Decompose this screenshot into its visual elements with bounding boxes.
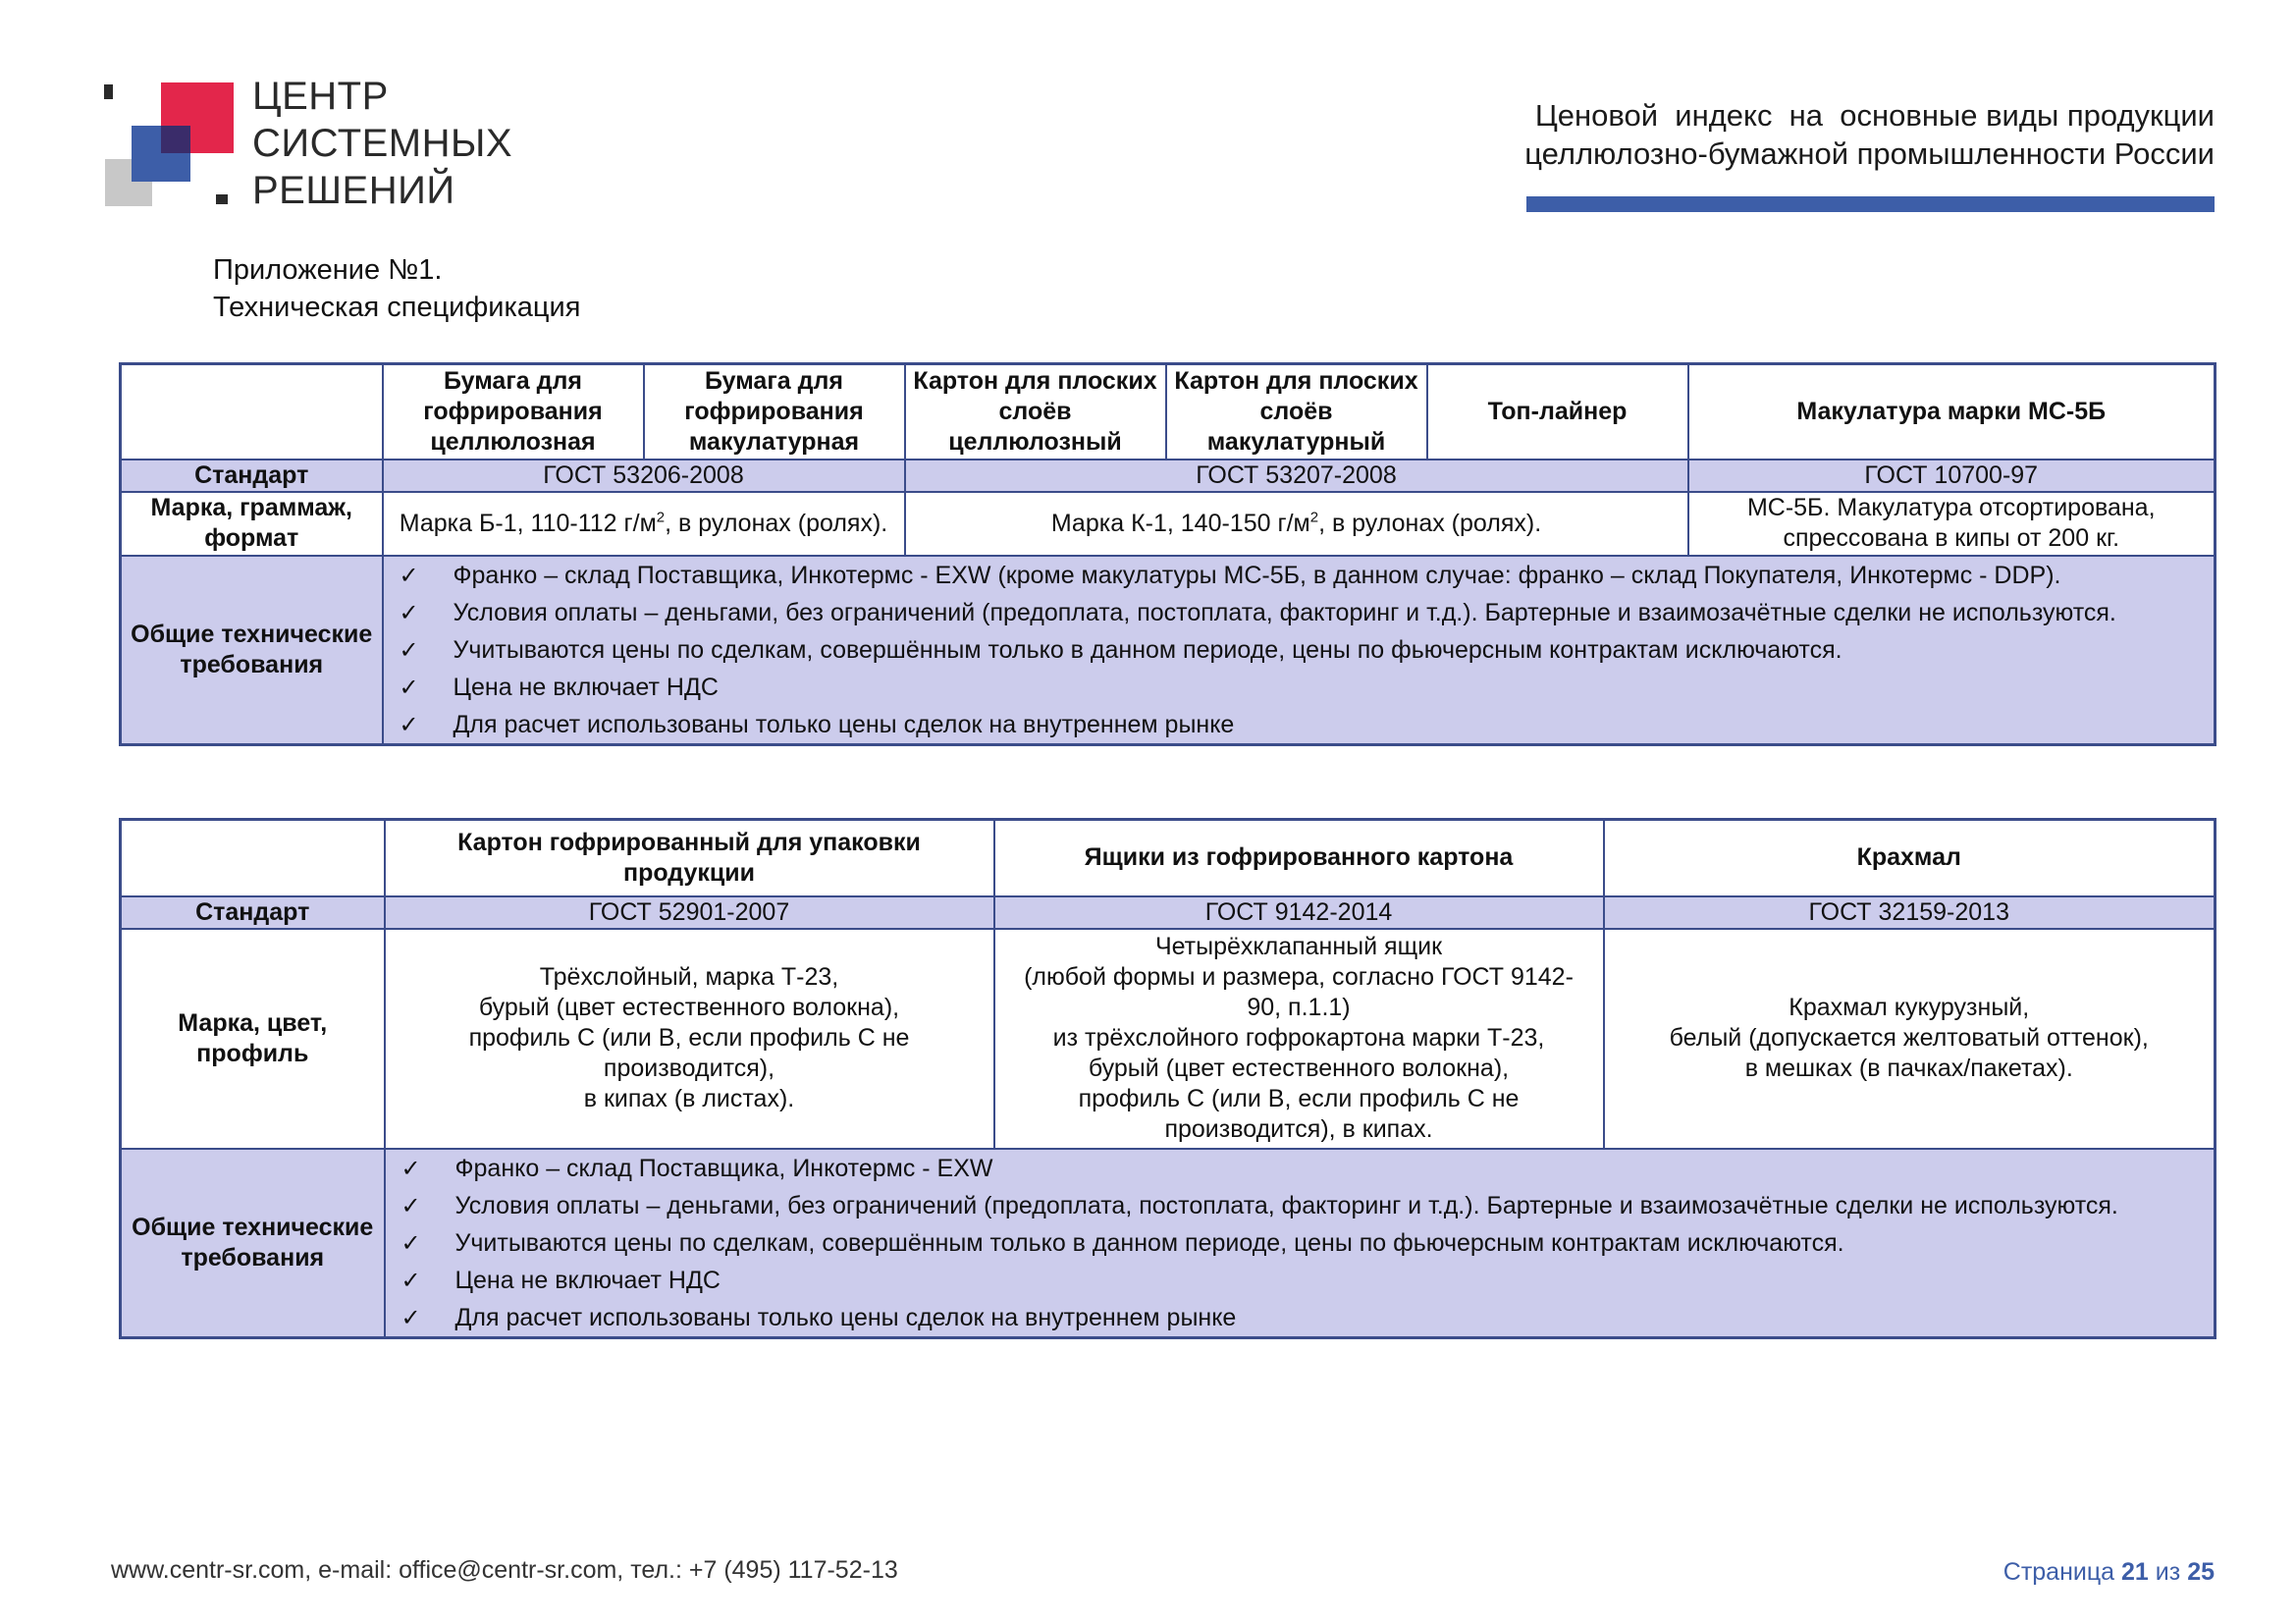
grade-line: бурый (цвет естественного волокна), [1088,1055,1510,1082]
table2-grade-cell [1604,929,2216,1149]
table1-standard-cell: ГОСТ 53207-2008 [905,460,1688,492]
page-current: 21 [2121,1558,2149,1586]
grade-line: профиль С (или В, если профиль С не производится), в кипах. [1078,1085,1520,1143]
checkmark-icon: ✓ [399,673,419,701]
appendix-subtitle: Техническая спецификация [213,292,581,323]
table1-grade-cell: Марка К-1, 140-150 $г/м^2$, в рулонах (ролях). [905,492,1688,556]
table2-standard-cell: ГОСТ 32159-2013 [1604,896,2216,929]
checkmark-icon: ✓ [399,598,419,626]
list-item: ✓ Для расчет использованы только цены сделок на внутреннем рынке [401,1299,2209,1336]
table1-header-cell: Картон для плоских слоёв макулатурный [1166,364,1427,460]
table1-standard-cell: ГОСТ 53206-2008 [383,460,905,492]
list-item: ✓ Франко – склад Поставщика, Инкотермс - EXW [401,1150,2209,1187]
checkmark-icon: ✓ [400,1228,421,1257]
list-item: ✓ Для расчет использованы только цены сделок на внутреннем рынке [400,706,2209,743]
table1-general-label: Общие технические требования [121,556,383,745]
appendix-number: Приложение №1. [213,254,443,286]
grade-line: белый (допускается желтоватый оттенок), [1669,1024,2149,1052]
table1-header-row [121,364,2216,460]
footer-page-number [2003,1558,2215,1587]
table1-header-cell: Макулатура марки МС-5Б [1688,364,2216,460]
table2-general-list [392,1150,2209,1336]
header-title-line-2: целлюлозно-бумажной промышленности России [1524,136,2215,171]
checkmark-icon: ✓ [400,1303,421,1331]
logo-overlap-square [161,126,190,153]
table2-header-cell: Картон гофрированный для упаковки продукции [385,820,994,896]
grade-line: бурый (цвет естественного волокна), [478,994,900,1021]
table2-standard-row [121,896,2216,929]
list-item: ✓ Цена не включает НДС [401,1262,2209,1299]
grade-line: Крахмал кукурузный, [1789,994,2030,1021]
table2-grade-cell [994,929,1604,1149]
logo-line-3: РЕШЕНИЙ [252,169,455,212]
header-title-line-1: Ценовой индекс на основные виды продукции [1534,98,2215,133]
header-accent-bar [1526,196,2215,212]
table1-general-list [390,557,2209,743]
table2-general-row [121,1149,2216,1338]
logo-wordmark [252,73,547,214]
table1-general-cell [383,556,2216,745]
table2-header-cell: Крахмал [1604,820,2216,896]
table2-header-cell: Ящики из гофрированного картона [994,820,1604,896]
grade-line: Трёхслойный, марка Т-23, [539,963,839,991]
table2-standard-cell: ГОСТ 52901-2007 [385,896,994,929]
list-item: ✓ Условия оплаты – деньгами, без ограничений (предоплата, постоплата, факторинг и т.д.). Бартерные и взаимозачётные сделки не используются. [400,594,2209,631]
document-header-title [1468,96,2215,173]
checkmark-icon: ✓ [400,1266,421,1294]
checkmark-icon: ✓ [399,561,419,589]
grade-line: из трёхслойного гофрокартона марки Т-23, [1052,1024,1545,1052]
list-item: ✓ Франко – склад Поставщика, Инкотермс - EXW (кроме макулатуры МС-5Б, в данном случае: франко – склад Покупателя, Инкотермс - DDP). [400,557,2209,594]
table1-grade-label: Марка, граммаж, формат [121,492,383,556]
page-of-word: из [2155,1558,2181,1586]
grade-line: в кипах (в листах). [583,1085,795,1112]
page-total: 25 [2187,1558,2215,1586]
logo-corner-mark-top [104,84,113,99]
list-item: ✓ Учитываются цены по сделкам, совершённым только в данном периоде, цены по фьючерсным контрактам исключаются. [401,1224,2209,1262]
footer-contact-info: www.centr-sr.com, e-mail: office@centr-sr.com, тел.: +7 (495) 117-52-13 [111,1556,898,1584]
page-word: Страница [2002,1558,2115,1586]
checkmark-icon: ✓ [400,1191,421,1219]
table1-general-row [121,556,2216,745]
grade-line: профиль С (или В, если профиль С не производится), [468,1024,910,1082]
spec-table-boxes-starch [119,818,2216,1339]
table2-grade-cell [385,929,994,1149]
grade-line: Четырёхклапанный ящик [1154,933,1443,960]
table1-corner-cell [121,364,383,460]
list-item: ✓ Условия оплаты – деньгами, без ограничений (предоплата, постоплата, факторинг и т.д.). Бартерные и взаимозачётные сделки не используются. [401,1187,2209,1224]
table1-standard-row [121,460,2216,492]
logo-corner-mark-bottom [216,194,228,204]
table1-standard-cell: ГОСТ 10700-97 [1688,460,2216,492]
appendix-title [213,251,580,326]
table1-header-cell: Топ-лайнер [1427,364,1688,460]
list-item: ✓ Цена не включает НДС [400,669,2209,706]
table1-standard-label: Стандарт [121,460,383,492]
table2-grade-label: Марка, цвет, профиль [121,929,385,1149]
checkmark-icon: ✓ [399,635,419,664]
grade-line: в мешках (в пачках/пакетах). [1744,1055,2073,1082]
checkmark-icon: ✓ [400,1154,421,1182]
grade-line: (любой формы и размера, согласно ГОСТ 9142-90, п.1.1) [1024,963,1574,1021]
table1-header-cell: Бумага для гофрирования макулатурная [644,364,905,460]
checkmark-icon: ✓ [399,710,419,738]
table2-standard-label: Стандарт [121,896,385,929]
spec-table-paper-cardboard [119,362,2216,746]
logo-line-2: СИСТЕМНЫХ [252,122,513,165]
table2-corner-cell [121,820,385,896]
table2-general-cell [385,1149,2216,1338]
table2-grade-row [121,929,2216,1149]
table1-grade-row [121,492,2216,556]
table1-grade-cell: Марка Б-1, 110-112 $г/м^2$, в рулонах (ролях). [383,492,905,556]
table1-header-cell: Картон для плоских слоёв целлюлозный [905,364,1166,460]
table2-standard-cell: ГОСТ 9142-2014 [994,896,1604,929]
table2-general-label: Общие технические требования [121,1149,385,1338]
table2-header-row [121,820,2216,896]
logo-line-1: ЦЕНТР [252,75,389,118]
list-item: ✓ Учитываются цены по сделкам, совершённым только в данном периоде, цены по фьючерсным контрактам исключаются. [400,631,2209,669]
table1-header-cell: Бумага для гофрирования целлюлозная [383,364,644,460]
table1-grade-cell: МС-5Б. Макулатура отсортирована, спрессована в кипы от 200 кг. [1688,492,2216,556]
